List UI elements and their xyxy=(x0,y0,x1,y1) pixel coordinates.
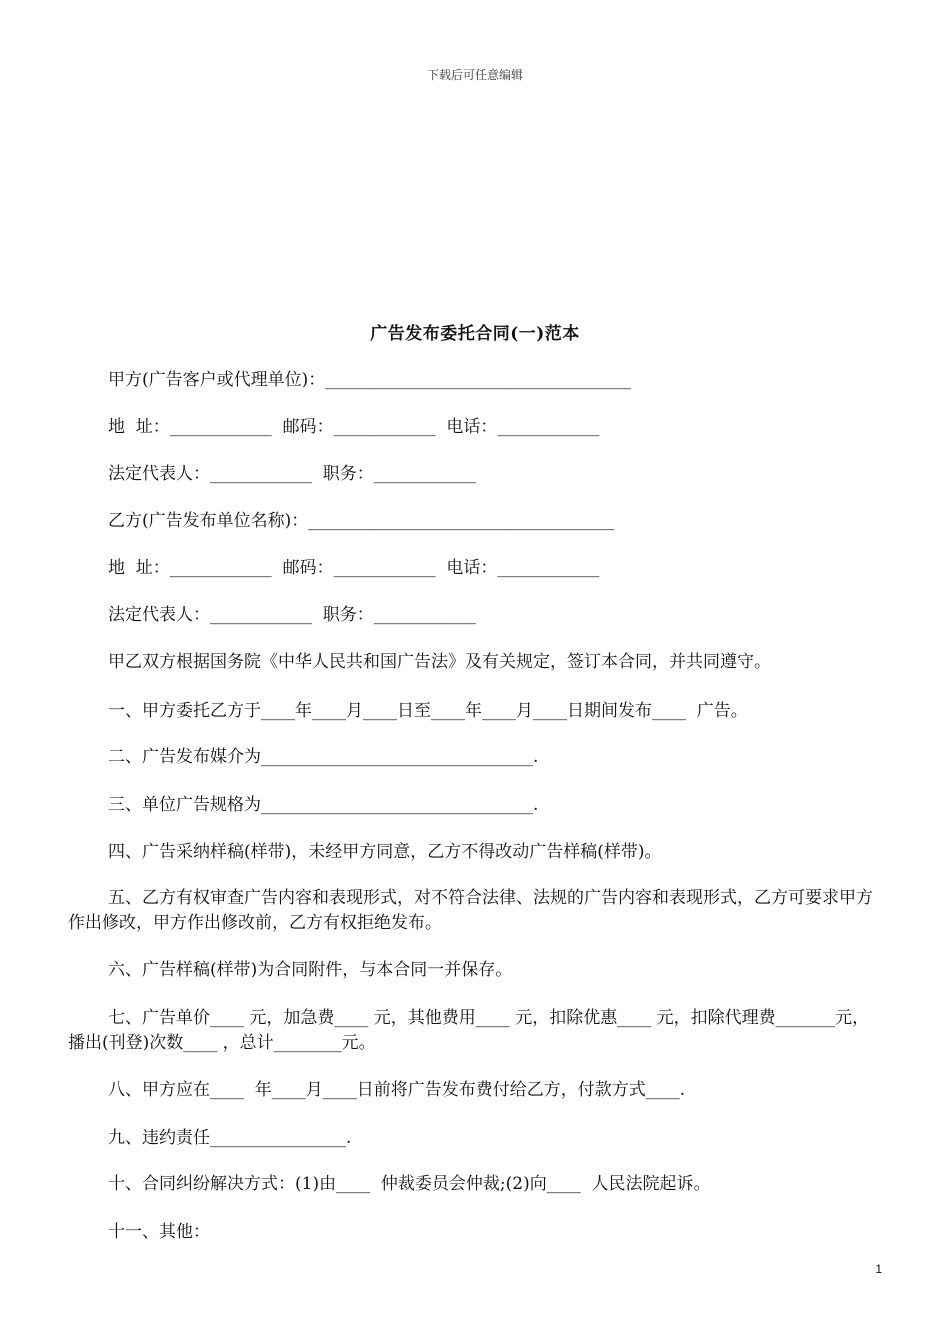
party-b-address-line: 地 址：____________ 邮码：____________ 电话：____________ xyxy=(108,558,600,578)
header-note: 下载后可任意编辑 xyxy=(426,68,523,82)
page-number: 1 xyxy=(875,1262,882,1276)
clause-6: 六、广告样稿(样带)为合同附件，与本合同一并保存。 xyxy=(108,960,513,980)
clause-3: 三、单位广告规格为________________________________. xyxy=(108,795,539,815)
clause-8: 八、甲方应在____ 年____月____日前将广告发布费付给乙方，付款方式____. xyxy=(108,1080,686,1100)
clause-9: 九、违约责任________________. xyxy=(108,1128,352,1148)
clause-2: 二、广告发布媒介为________________________________. xyxy=(108,747,539,767)
clause-10: 十、合同纠纷解决方式：(1)由____ 仲裁委员会仲裁;(2)向____ 人民法院起诉。 xyxy=(108,1174,711,1194)
contract-title: 广告发布委托合同(一)范本 xyxy=(370,324,580,344)
clause-11: 十一、其他： xyxy=(108,1222,210,1242)
clause-4: 四、广告采纳样稿(样带)，未经甲方同意，乙方不得改动广告样稿(样带)。 xyxy=(108,842,662,862)
party-a-representative-line: 法定代表人：____________ 职务：____________ xyxy=(108,464,476,484)
party-b-line: 乙方(广告发布单位名称)：____________________________________ xyxy=(108,511,615,531)
clause-7: 七、广告单价____ 元，加急费____ 元，其他费用____ 元，扣除优惠____ 元，扣除代理费_______元，播出(刊登)次数____ ，总计________元。 xyxy=(68,1008,870,1053)
clause-1: 一、甲方委托乙方于____年____月____日至____年____月____日期间发布____ 广告。 xyxy=(108,701,748,721)
party-b-representative-line: 法定代表人：____________ 职务：____________ xyxy=(108,605,476,625)
party-a-line: 甲方(广告客户或代理单位)：____________________________________ xyxy=(108,370,632,390)
preamble-paragraph: 甲乙双方根据国务院《中华人民共和国广告法》及有关规定，签订本合同，并共同遵守。 xyxy=(108,652,771,672)
clause-5: 五、乙方有权审查广告内容和表现形式，对不符合法律、法规的广告内容和表现形式，乙方可要求甲方作出修改，甲方作出修改前，乙方有权拒绝发布。 xyxy=(68,888,873,933)
party-a-address-line: 地 址：____________ 邮码：____________ 电话：____________ xyxy=(108,417,600,437)
